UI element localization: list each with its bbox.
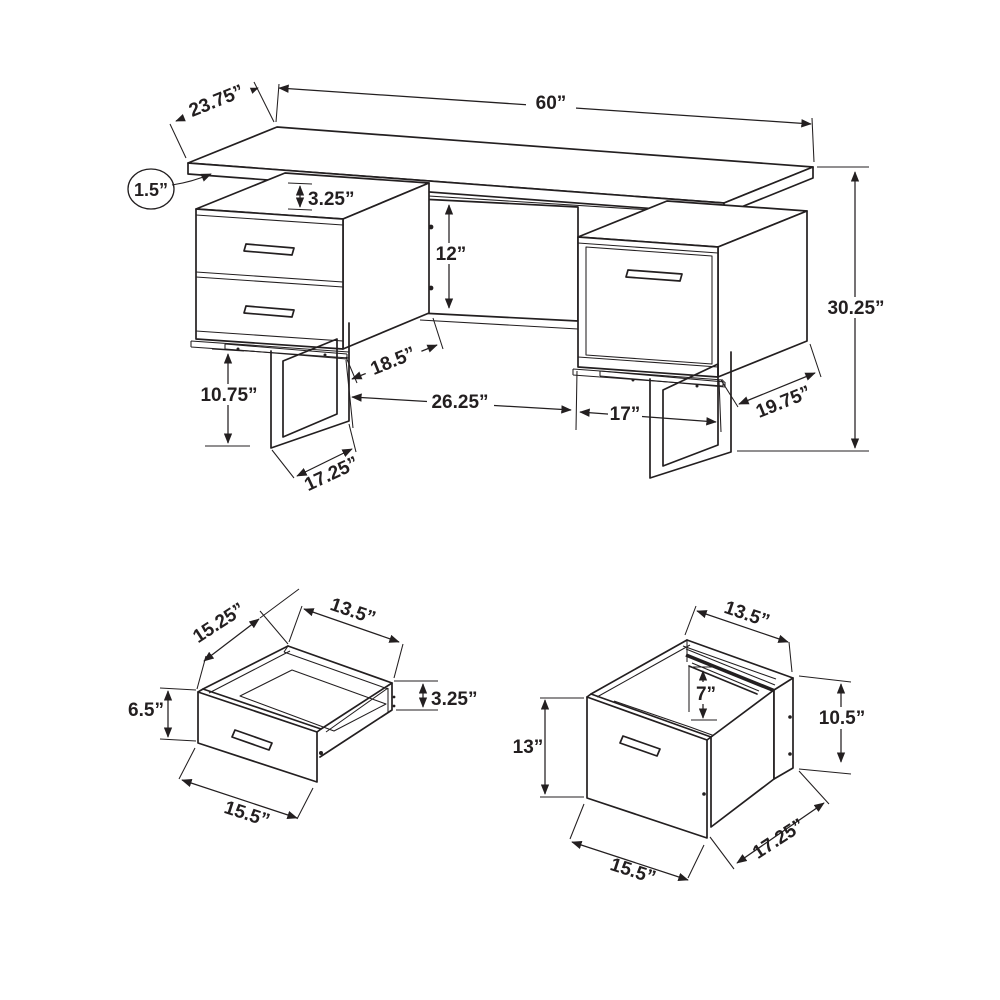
dim-label-right-pedestal-width: 17”: [609, 404, 641, 425]
dim-label-file-side-height: 10.5”: [818, 708, 866, 729]
dim-label-top-depth: 23.75”: [186, 80, 247, 122]
small-drawer-dimensions: [128, 589, 477, 832]
dim-label-right-pedestal-depth: 19.75”: [753, 381, 814, 423]
dim-label-file-front-height: 13”: [512, 737, 544, 758]
dim-label-small-back-width: 13.5”: [327, 594, 379, 630]
dim-label-file-back-width: 13.5”: [721, 597, 773, 633]
desk-assembly-view: [188, 127, 813, 478]
small-drawer-box: [198, 646, 395, 782]
file-drawer-view: [513, 597, 868, 888]
dim-label-back-panel-height: 12”: [435, 244, 467, 265]
dim-label-overall-height: 30.25”: [827, 298, 885, 319]
right-pedestal: [573, 201, 807, 386]
dim-label-file-inner-back-height: 7”: [695, 684, 717, 705]
dim-label-small-front-height: 6.5”: [128, 700, 164, 721]
dim-label-leg-runner-length: 17.25”: [301, 452, 362, 496]
dim-label-file-front-width: 15.5”: [607, 854, 659, 889]
dim-label-top-thickness: 1.5”: [133, 180, 169, 200]
dim-label-left-pedestal-depth: 18.5”: [367, 343, 419, 380]
file-drawer-box: [587, 640, 793, 838]
dim-label-small-front-width: 15.5”: [221, 797, 273, 832]
dim-label-file-side-depth: 17.25”: [749, 814, 809, 864]
dim-label-small-side-depth: 15.25”: [189, 599, 249, 648]
dim-label-leg-height: 10.75”: [200, 385, 258, 406]
dim-label-top-width: 60”: [535, 93, 567, 114]
small-drawer-view: [128, 589, 477, 832]
dim-label-kneehole-width: 26.25”: [431, 392, 489, 413]
dim-label-pedestal-gap: 3.25”: [308, 189, 355, 210]
dim-label-small-side-height: 3.25”: [431, 689, 478, 710]
